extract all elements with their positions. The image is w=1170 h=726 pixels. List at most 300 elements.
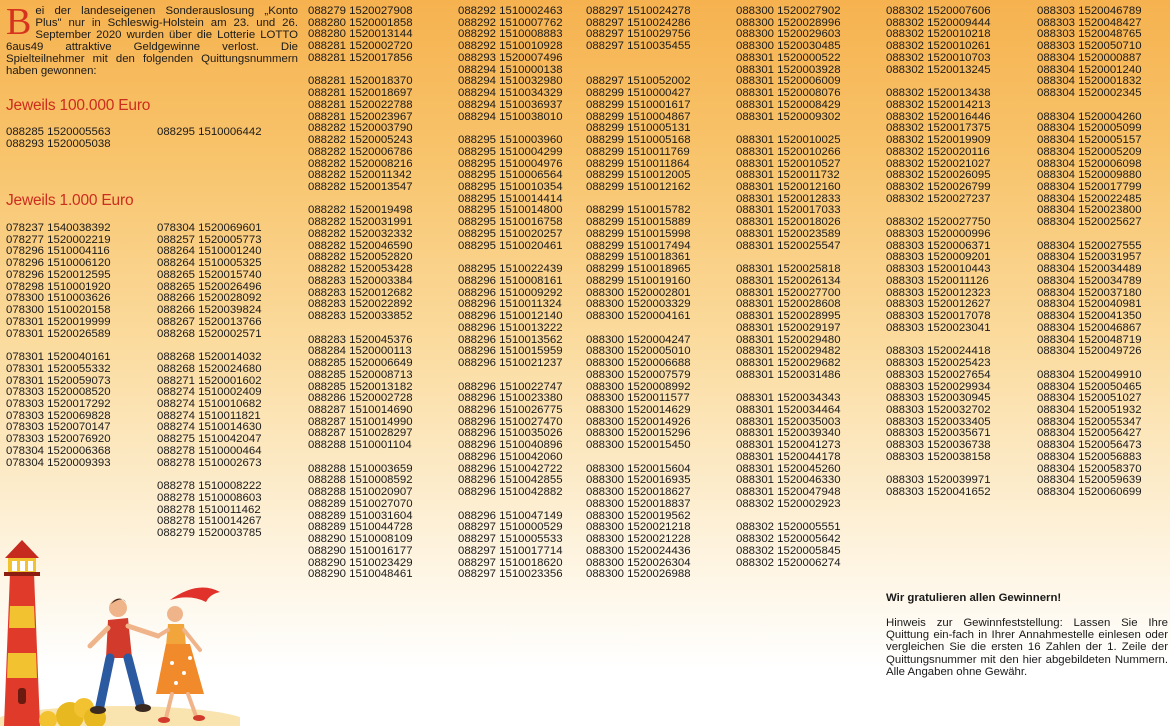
receipt-number: 088296 1510042722 <box>458 462 563 475</box>
receipt-number: 088296 1510040896 <box>458 439 563 452</box>
receipt-number: 088278 1510014267 <box>157 515 262 528</box>
receipt-number: 088301 1520008076 <box>736 87 841 100</box>
receipt-number: 088301 1520010527 <box>736 157 841 170</box>
receipt-number: 088296 1510022747 <box>458 380 563 393</box>
receipt-number: 088300 1520015604 <box>586 462 691 475</box>
receipt-number: 088295 1510003960 <box>458 134 563 147</box>
receipt-number: 088299 1510005131 <box>586 122 691 135</box>
receipt-number: 088304 1520048719 <box>1037 333 1142 346</box>
receipt-number: 088282 1520053428 <box>308 263 413 276</box>
receipt-number: 088301 1520000522 <box>736 51 841 64</box>
receipt-number: 088303 1520027654 <box>886 368 991 381</box>
number-column-g <box>886 6 991 499</box>
receipt-number: 088296 1510013222 <box>458 321 563 334</box>
receipt-number: 088303 1520033405 <box>886 415 991 428</box>
receipt-number: 088301 1520010025 <box>736 134 841 147</box>
receipt-number: 078301 1520019999 <box>6 315 111 328</box>
receipt-number: 088301 1520031486 <box>736 368 841 381</box>
receipt-number: 088288 1510003659 <box>308 462 413 475</box>
receipt-number: 088303 1520023041 <box>886 321 991 334</box>
receipt-number: 088266 1520028092 <box>157 292 262 305</box>
receipt-number: 088282 1520032332 <box>308 227 413 240</box>
receipt-number: 088296 1510026775 <box>458 403 563 416</box>
receipt-number: 088301 1520028608 <box>736 298 841 311</box>
receipt-number: 088290 1510048461 <box>308 568 413 581</box>
receipt-number: 088301 1520025818 <box>736 263 841 276</box>
receipt-number: 088264 1510005325 <box>157 257 262 270</box>
receipt-number: 088304 1520037180 <box>1037 286 1142 299</box>
receipt-number: 088301 1520009302 <box>736 110 841 123</box>
receipt-number: 088304 1520006098 <box>1037 157 1142 170</box>
receipt-number: 088295 1510020461 <box>458 239 563 252</box>
receipt-number: 088267 1520013766 <box>157 315 262 328</box>
receipt-number: 088282 1520006786 <box>308 145 413 158</box>
receipt-number: 088301 1520044178 <box>736 450 841 463</box>
receipt-number: 088300 1520029603 <box>736 28 841 41</box>
receipt-number: 088303 1520006371 <box>886 239 991 252</box>
receipt-number: 088300 1520015296 <box>586 427 691 440</box>
receipt-number: 088296 1510013562 <box>458 333 563 346</box>
receipt-number: 088304 1520022485 <box>1037 192 1142 205</box>
receipt-number: 088271 1520001602 <box>157 374 262 387</box>
receipt-number: 078296 1520012595 <box>6 268 111 281</box>
receipt-number: 088292 1510007762 <box>458 16 563 29</box>
receipt-number: 088257 1520005773 <box>157 233 262 246</box>
receipt-number: 078303 1520069828 <box>6 409 111 422</box>
receipt-number: 088296 1510011324 <box>458 298 562 311</box>
receipt-number: 088304 1520050465 <box>1037 380 1142 393</box>
list-gap <box>1037 100 1142 112</box>
receipt-number: 088294 1510038010 <box>458 110 563 123</box>
receipt-number: 088304 1520051027 <box>1037 392 1142 405</box>
receipt-number: 078296 1510004116 <box>6 245 110 258</box>
receipt-number: 088301 1520011732 <box>736 169 840 182</box>
receipt-number: 088302 1520009444 <box>886 16 991 29</box>
receipt-number: 088300 1520002801 <box>586 286 691 299</box>
receipt-number: 088304 1520059639 <box>1037 474 1142 487</box>
receipt-number: 088302 1520006274 <box>736 556 841 569</box>
receipt-number: 088283 1520022892 <box>308 298 413 311</box>
receipt-number: 088293 1520007496 <box>458 51 563 64</box>
receipt-number: 088287 1510028297 <box>308 427 413 440</box>
receipt-number: 088303 1520024418 <box>886 345 991 358</box>
receipt-number: 088300 1520027902 <box>736 5 841 17</box>
receipt-number: 088285 1520005563 <box>6 126 111 138</box>
receipt-number: 078301 1520055332 <box>6 362 111 375</box>
receipt-number: 088296 1510008161 <box>458 274 563 287</box>
receipt-number: 088294 1510000138 <box>458 63 563 76</box>
receipt-number: 088281 1520023967 <box>308 110 413 123</box>
receipt-number: 088295 1510022439 <box>458 263 563 276</box>
receipt-number: 088283 1520045376 <box>308 333 413 346</box>
receipt-number: 088302 1520014213 <box>886 98 991 111</box>
receipt-number: 088303 1520030945 <box>886 392 991 405</box>
receipt-number: 088300 1520015450 <box>586 439 691 452</box>
intro-paragraph <box>6 1 298 77</box>
receipt-number: 088297 1510023356 <box>458 568 563 581</box>
receipt-number: 088300 1520026304 <box>586 556 691 569</box>
receipt-number: 088301 1520039340 <box>736 427 841 440</box>
heading-100000-euro: Jeweils 100.000 Euro <box>6 97 151 114</box>
receipt-number: 088303 1520012323 <box>886 286 991 299</box>
receipt-number: 088299 1510015998 <box>586 227 691 240</box>
receipt-number: 088301 1520026134 <box>736 274 841 287</box>
receipt-number: 088299 1510015782 <box>586 204 691 217</box>
receipt-number: 088295 1510010354 <box>458 181 563 194</box>
receipt-number: 088300 1520014926 <box>586 415 691 428</box>
receipt-number: 088303 1520046789 <box>1037 5 1142 17</box>
receipt-number: 088296 1510027470 <box>458 415 563 428</box>
receipt-number: 088274 1510014630 <box>157 421 262 434</box>
receipt-number: 088300 1520028996 <box>736 16 841 29</box>
receipt-number: 088300 1520016935 <box>586 474 691 487</box>
receipt-number: 088282 1520019498 <box>308 204 413 217</box>
receipt-number: 088301 1520029480 <box>736 333 841 346</box>
receipt-number: 088297 1510024286 <box>586 16 691 29</box>
receipt-number: 088301 1520028995 <box>736 310 841 323</box>
receipt-number: 088304 1520002345 <box>1037 87 1142 100</box>
receipt-number: 088280 1520013144 <box>308 28 413 41</box>
receipt-number: 088302 1520010218 <box>886 28 991 41</box>
receipt-number: 088303 1520012627 <box>886 298 991 311</box>
receipt-number: 088264 1510001240 <box>157 245 262 258</box>
receipt-number: 088296 1510015959 <box>458 345 563 358</box>
receipt-number: 088295 1510004299 <box>458 145 563 158</box>
receipt-number: 088304 1520009880 <box>1037 169 1142 182</box>
receipt-number: 088274 1510011821 <box>157 409 261 422</box>
receipt-number: 088296 1510042855 <box>458 474 563 487</box>
receipt-number: 088284 1520000113 <box>308 345 412 358</box>
receipt-number: 088304 1520040981 <box>1037 298 1142 311</box>
receipt-number: 088303 1520010443 <box>886 263 991 276</box>
receipt-number: 088302 1520027750 <box>886 216 991 229</box>
receipt-number: 088301 1520035003 <box>736 415 841 428</box>
receipt-number: 088268 1520002571 <box>157 327 262 340</box>
receipt-number: 088279 1520003785 <box>157 527 262 540</box>
receipt-number: 088301 1520046330 <box>736 474 841 487</box>
receipt-number: 088304 1520005209 <box>1037 145 1142 158</box>
receipt-number: 088296 1510035026 <box>458 427 563 440</box>
receipt-number: 088301 1520023589 <box>736 227 841 240</box>
receipt-number: 088282 1520005243 <box>308 134 413 147</box>
receipt-number: 088304 1520058370 <box>1037 462 1142 475</box>
receipt-number: 088287 1510014690 <box>308 403 413 416</box>
receipt-number: 078304 1520069601 <box>157 222 262 234</box>
receipt-number: 088268 1520014032 <box>157 351 262 364</box>
receipt-number: 088301 1520034464 <box>736 403 841 416</box>
receipt-number: 088304 1520023800 <box>1037 204 1142 217</box>
receipt-number: 088297 1510018620 <box>458 556 563 569</box>
receipt-number: 088303 1520048427 <box>1037 16 1142 29</box>
receipt-number: 088285 1520006649 <box>308 357 413 370</box>
receipt-number: 088297 1510000529 <box>458 521 563 534</box>
receipt-number: 088302 1520005551 <box>736 521 841 534</box>
receipt-number: 088301 1520029197 <box>736 321 841 334</box>
receipt-number: 088302 1520005642 <box>736 533 841 546</box>
receipt-number: 088300 1520026988 <box>586 568 691 581</box>
intro-text: ei der landeseigenen Sonderauslosung „Konto Plus" nur in Schleswig-Holstein am 23. und 26. September 2020 wurden über die Lotterie LOTTO 6aus49 attraktive Geldgewinne verlost. Die Spielteilnehmer mit den folgenden Quittungsnummern haben gewonnen: <box>6 5 298 77</box>
receipt-number: 088304 1520034789 <box>1037 274 1142 287</box>
receipt-number: 088292 1510008883 <box>458 28 563 41</box>
receipt-number: 088302 1520021027 <box>886 157 991 170</box>
number-column-h <box>1037 6 1142 499</box>
receipt-number: 088283 1520012682 <box>308 286 413 299</box>
receipt-number: 088300 1520018627 <box>586 486 691 499</box>
receipt-number: 088303 1520017078 <box>886 310 991 323</box>
receipt-number: 078301 1520059073 <box>6 374 111 387</box>
receipt-number: 088304 1520001240 <box>1037 63 1142 76</box>
receipt-number: 088299 1510001617 <box>586 98 691 111</box>
receipt-number: 088304 1520060699 <box>1037 486 1142 499</box>
receipt-number: 088300 1520014629 <box>586 403 691 416</box>
list-gap <box>308 452 413 464</box>
receipt-number: 088302 1520017375 <box>886 122 991 135</box>
receipt-number: 088303 1520035671 <box>886 427 991 440</box>
receipt-number: 088295 1510020257 <box>458 227 563 240</box>
heading-1000-euro: Jeweils 1.000 Euro <box>6 192 134 209</box>
list-gap <box>586 53 691 65</box>
receipt-number: 088302 1520016446 <box>886 110 991 123</box>
receipt-number: 088290 1510023429 <box>308 556 413 569</box>
receipt-number: 088278 1510008603 <box>157 491 262 504</box>
receipt-number: 088299 1510012162 <box>586 181 691 194</box>
list-100k-col-b <box>157 127 262 139</box>
receipt-number: 088304 1520049726 <box>1037 345 1142 358</box>
receipt-number: 088301 1520010266 <box>736 145 841 158</box>
receipt-number: 088304 1520056427 <box>1037 427 1142 440</box>
receipt-number: 088301 1520025547 <box>736 239 841 252</box>
receipt-number: 088288 1510008592 <box>308 474 413 487</box>
receipt-number: 088274 1510002409 <box>157 386 262 399</box>
receipt-number: 088301 1520017033 <box>736 204 841 217</box>
receipt-number: 088282 1520013547 <box>308 181 413 194</box>
receipt-number: 078300 1510020158 <box>6 304 111 317</box>
receipt-number: 088304 1520051932 <box>1037 403 1142 416</box>
receipt-number: 088297 1510017714 <box>458 544 563 557</box>
receipt-number: 088304 1520017799 <box>1037 181 1142 194</box>
receipt-number: 088304 1520000887 <box>1037 51 1142 64</box>
receipt-number: 088304 1520056473 <box>1037 439 1142 452</box>
receipt-number: 088301 1520047948 <box>736 486 841 499</box>
receipt-number: 088286 1520002728 <box>308 392 413 405</box>
receipt-number: 088294 1510036937 <box>458 98 563 111</box>
receipt-number: 088299 1510005168 <box>586 134 691 147</box>
receipt-number: 088281 1520002720 <box>308 40 413 53</box>
receipt-number: 088300 1520021218 <box>586 521 691 534</box>
receipt-number: 088299 1510017494 <box>586 239 691 252</box>
receipt-number: 088290 1510016177 <box>308 544 413 557</box>
receipt-number: 088282 1520003790 <box>308 122 413 135</box>
receipt-number: 078301 1520040161 <box>6 351 111 364</box>
receipt-number: 088279 1520027908 <box>308 5 413 17</box>
receipt-number: 088282 1520008216 <box>308 157 413 170</box>
receipt-number: 088289 1510027070 <box>308 497 413 510</box>
receipt-number: 088282 1520011342 <box>308 169 412 182</box>
receipt-number: 088266 1520039824 <box>157 304 262 317</box>
receipt-number: 088297 1510052002 <box>586 75 691 88</box>
receipt-number: 088300 1520007579 <box>586 368 691 381</box>
congratulations-text: Wir gratulieren allen Gewinnern! <box>886 592 1062 604</box>
receipt-number: 088281 1520017856 <box>308 51 413 64</box>
receipt-number: 088275 1510042047 <box>157 433 262 446</box>
receipt-number: 088304 1520004260 <box>1037 110 1142 123</box>
receipt-number: 088265 1520026496 <box>157 280 262 293</box>
receipt-number: 088294 1510032980 <box>458 75 563 88</box>
number-column-e <box>586 6 691 581</box>
receipt-number: 088278 1510000464 <box>157 444 262 457</box>
receipt-number: 088302 1520020116 <box>886 145 990 158</box>
receipt-number: 088302 1520013438 <box>886 87 991 100</box>
receipt-number: 088282 1520046590 <box>308 239 413 252</box>
receipt-number: 088293 1520005038 <box>6 137 111 150</box>
receipt-number: 088290 1510008109 <box>308 533 413 546</box>
receipt-number: 088282 1520052820 <box>308 251 413 264</box>
receipt-number: 088301 1520008429 <box>736 98 841 111</box>
receipt-number: 088288 1510001104 <box>308 439 412 452</box>
receipt-number: 078303 1520076920 <box>6 433 111 446</box>
receipt-number: 088295 1510006564 <box>458 169 563 182</box>
receipt-number: 088304 1520001832 <box>1037 75 1142 88</box>
receipt-number: 078277 1520002219 <box>6 233 111 246</box>
receipt-number: 088302 1520019909 <box>886 134 991 147</box>
receipt-number: 088288 1510020907 <box>308 486 413 499</box>
receipt-number: 088303 1520000996 <box>886 227 991 240</box>
receipt-number: 088303 1520032702 <box>886 403 991 416</box>
receipt-number: 088295 1510006442 <box>157 126 262 138</box>
receipt-number: 088300 1520005010 <box>586 345 691 358</box>
receipt-number: 088300 1520006688 <box>586 357 691 370</box>
dancing-man-icon <box>90 598 158 714</box>
receipt-number: 088281 1520018370 <box>308 75 413 88</box>
receipt-number: 088303 1520039971 <box>886 474 991 487</box>
receipt-number: 088303 1520011126 <box>886 274 989 287</box>
receipt-number: 088297 1510005533 <box>458 533 563 546</box>
receipt-number: 088300 1520004161 <box>586 310 691 323</box>
receipt-number: 088304 1520031957 <box>1037 251 1142 264</box>
receipt-number: 088282 1520031991 <box>308 216 413 229</box>
receipt-number: 088301 1520012833 <box>736 192 841 205</box>
receipt-number: 088303 1520050710 <box>1037 40 1142 53</box>
receipt-number: 078300 1510003626 <box>6 292 111 305</box>
receipt-number: 088300 1520003329 <box>586 298 691 311</box>
receipt-number: 088296 1510047149 <box>458 509 563 522</box>
receipt-number: 088292 1510002463 <box>458 5 563 17</box>
receipt-number: 088296 1510012140 <box>458 310 563 323</box>
receipt-number: 088274 1510010682 <box>157 398 262 411</box>
receipt-number: 088300 1520004247 <box>586 333 691 346</box>
receipt-number: 088304 1520049910 <box>1037 368 1142 381</box>
receipt-number: 088281 1520022788 <box>308 98 413 111</box>
receipt-number: 088281 1520018697 <box>308 87 413 100</box>
receipt-number: 088300 1520030485 <box>736 40 841 53</box>
receipt-number: 088299 1510011769 <box>586 145 690 158</box>
receipt-number: 088304 1520034489 <box>1037 263 1142 276</box>
receipt-number: 088299 1510019160 <box>586 274 691 287</box>
receipt-number: 088302 1520026799 <box>886 181 991 194</box>
receipt-number: 088299 1510012005 <box>586 169 691 182</box>
receipt-number: 088304 1520005157 <box>1037 134 1142 147</box>
receipt-number: 088299 1510015889 <box>586 216 691 229</box>
receipt-number: 088300 1520024436 <box>586 544 691 557</box>
list-gap <box>308 323 413 335</box>
receipt-number: 088304 1520046867 <box>1037 321 1142 334</box>
receipt-number: 088302 1520026095 <box>886 169 991 182</box>
lighthouse-dancers-illustration <box>0 528 240 726</box>
receipt-number: 088268 1520024680 <box>157 362 262 375</box>
receipt-number: 088300 1520018837 <box>586 497 691 510</box>
receipt-number: 088304 1520055347 <box>1037 415 1142 428</box>
receipt-number: 078303 1520008520 <box>6 386 111 399</box>
receipt-number: 088278 1510002673 <box>157 456 262 469</box>
receipt-number: 088278 1510011462 <box>157 503 261 516</box>
receipt-number: 088303 1520025423 <box>886 357 991 370</box>
receipt-number: 088303 1520009201 <box>886 251 991 264</box>
receipt-number: 088302 1520005845 <box>736 544 841 557</box>
list-gap <box>586 323 691 335</box>
receipt-number: 078303 1520017292 <box>6 398 111 411</box>
receipt-number: 088294 1510034329 <box>458 87 563 100</box>
receipt-number: 088304 1520056883 <box>1037 450 1142 463</box>
receipt-number: 088295 1510016758 <box>458 216 563 229</box>
receipt-number: 088301 1520029682 <box>736 357 841 370</box>
list-gap <box>586 452 691 464</box>
receipt-number: 088295 1510014414 <box>458 192 563 205</box>
receipt-number: 088299 1510018361 <box>586 251 691 264</box>
receipt-number: 078304 1520006368 <box>6 444 111 457</box>
receipt-number: 088299 1510004867 <box>586 110 691 123</box>
receipt-number: 088301 1520041273 <box>736 439 841 452</box>
receipt-number: 088265 1520015740 <box>157 268 262 281</box>
receipt-number: 088301 1520029482 <box>736 345 841 358</box>
receipt-number: 088280 1520001858 <box>308 16 413 29</box>
receipt-number: 088303 1520041652 <box>886 486 991 499</box>
receipt-number: 078298 1510001920 <box>6 280 111 293</box>
receipt-number: 088296 1510023380 <box>458 392 563 405</box>
receipt-number: 088301 1520034343 <box>736 392 841 405</box>
receipt-number: 088302 1520010703 <box>886 51 991 64</box>
receipt-number: 088301 1520006009 <box>736 75 841 88</box>
list-gap <box>458 499 563 511</box>
receipt-number: 088303 1520048765 <box>1037 28 1142 41</box>
receipt-number: 088296 1510042882 <box>458 486 563 499</box>
receipt-number: 088300 1520019562 <box>586 509 691 522</box>
dancing-woman-icon <box>156 588 220 724</box>
receipt-number: 088302 1520007606 <box>886 5 991 17</box>
receipt-number: 088297 1510029756 <box>586 28 691 41</box>
receipt-number: 078304 1520009393 <box>6 456 111 469</box>
receipt-number: 088302 1520027237 <box>886 192 991 205</box>
receipt-number: 088297 1510035455 <box>586 40 691 53</box>
drop-cap: B <box>6 1 32 43</box>
receipt-number: 078296 1510006120 <box>6 257 111 270</box>
number-column-c <box>308 6 413 581</box>
receipt-number: 088302 1520002923 <box>736 497 841 510</box>
receipt-number: 088295 1510014800 <box>458 204 563 217</box>
receipt-number: 088301 1520003928 <box>736 63 841 76</box>
receipt-number: 088278 1510008222 <box>157 480 262 493</box>
receipt-number: 088295 1510004976 <box>458 157 563 170</box>
receipt-number: 088299 1510018965 <box>586 263 691 276</box>
receipt-number: 088299 1510011864 <box>586 157 690 170</box>
number-column-f <box>736 6 841 569</box>
receipt-number: 088300 1520021228 <box>586 533 691 546</box>
receipt-number: 088303 1520038158 <box>886 450 991 463</box>
receipt-number: 088289 1510031604 <box>308 509 413 522</box>
receipt-number: 088301 1520045260 <box>736 462 841 475</box>
receipt-number: 088299 1510000427 <box>586 87 691 100</box>
receipt-number: 088301 1520027700 <box>736 286 841 299</box>
list-gap <box>1037 229 1142 241</box>
